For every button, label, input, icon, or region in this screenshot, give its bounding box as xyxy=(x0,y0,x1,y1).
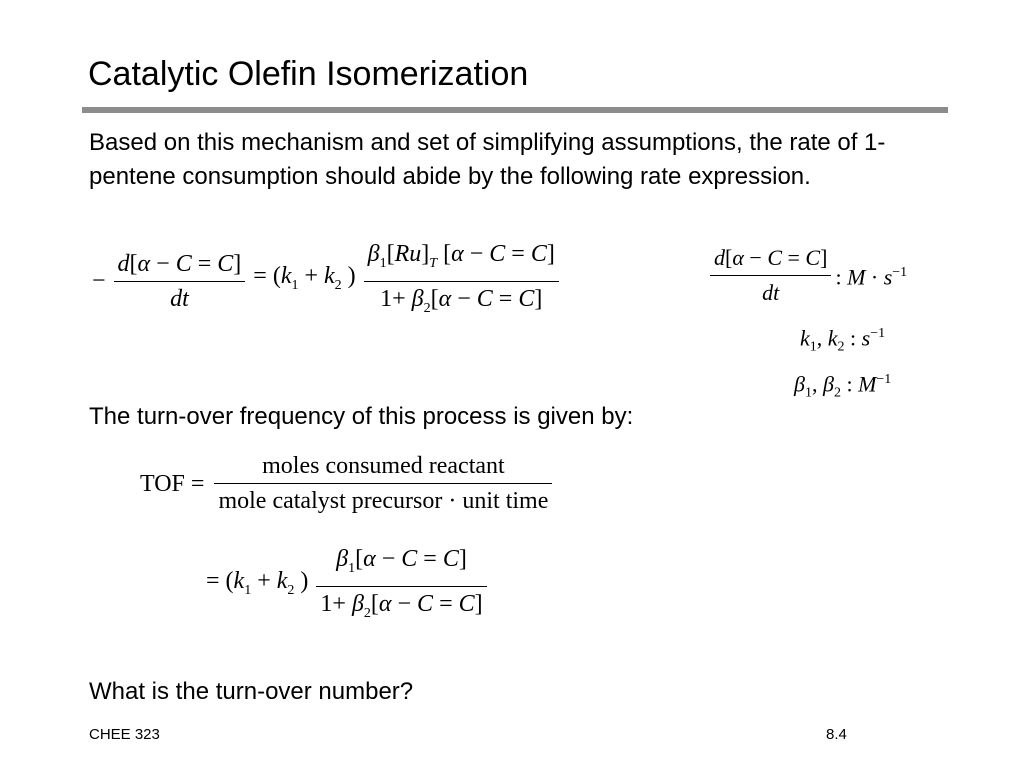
rate-rhs-fraction: $\frac{\beta_1[Ru]_T [\alpha - C = C]}{1+ \beta_2[\alpha - C = C]}$ xyxy=(364,240,559,323)
slide-title: Catalytic Olefin Isomerization xyxy=(88,55,529,93)
minus-sign: − xyxy=(92,268,106,295)
units-rate-fraction: $\frac{d[\alpha - C = C]}{dt}$ xyxy=(710,244,831,307)
tof-result xyxy=(206,545,491,628)
tof-definition xyxy=(140,452,556,515)
tof-fraction xyxy=(214,452,552,515)
intro-paragraph: Based on this mechanism and set of simplifying assumptions, the rate of 1-pentene consumption should abide by the following rate expression. xyxy=(89,129,886,190)
rate-equation xyxy=(92,240,563,323)
tof-result-factor: = ($k_1 + k_2$ ) xyxy=(206,568,309,599)
rate-lhs-fraction: $\frac{d[\alpha - C = C]}{dt}$ xyxy=(114,250,246,313)
question-text: What is the turn-over number? xyxy=(89,678,414,705)
units-beta: $\beta_1$, $\beta_2$ : $M^{-1}$ xyxy=(794,371,892,401)
units-rate xyxy=(706,244,907,307)
tof-label: TOF = xyxy=(140,470,205,497)
rate-factor: = ($k_1 + k_2$ ) xyxy=(253,263,356,294)
footer-page-number: 8.4 xyxy=(826,726,847,743)
footer-course: CHEE 323 xyxy=(89,726,160,743)
units-rate-value: : $M \cdot s^{-1}$ xyxy=(835,264,908,290)
tof-numerator: moles consumed reactant xyxy=(262,453,505,479)
units-k: $k_1$, $k_2$ : $s^{-1}$ xyxy=(800,325,886,355)
title-divider xyxy=(82,107,948,113)
tof-denominator: mole catalyst precursor · unit time xyxy=(214,483,552,515)
tof-result-fraction: $\frac{\beta_1[\alpha - C = C]}{1+ \beta_2[\alpha - C = C]}$ xyxy=(316,545,486,628)
tof-intro-text: The turn-over frequency of this process is given by: xyxy=(89,403,634,430)
